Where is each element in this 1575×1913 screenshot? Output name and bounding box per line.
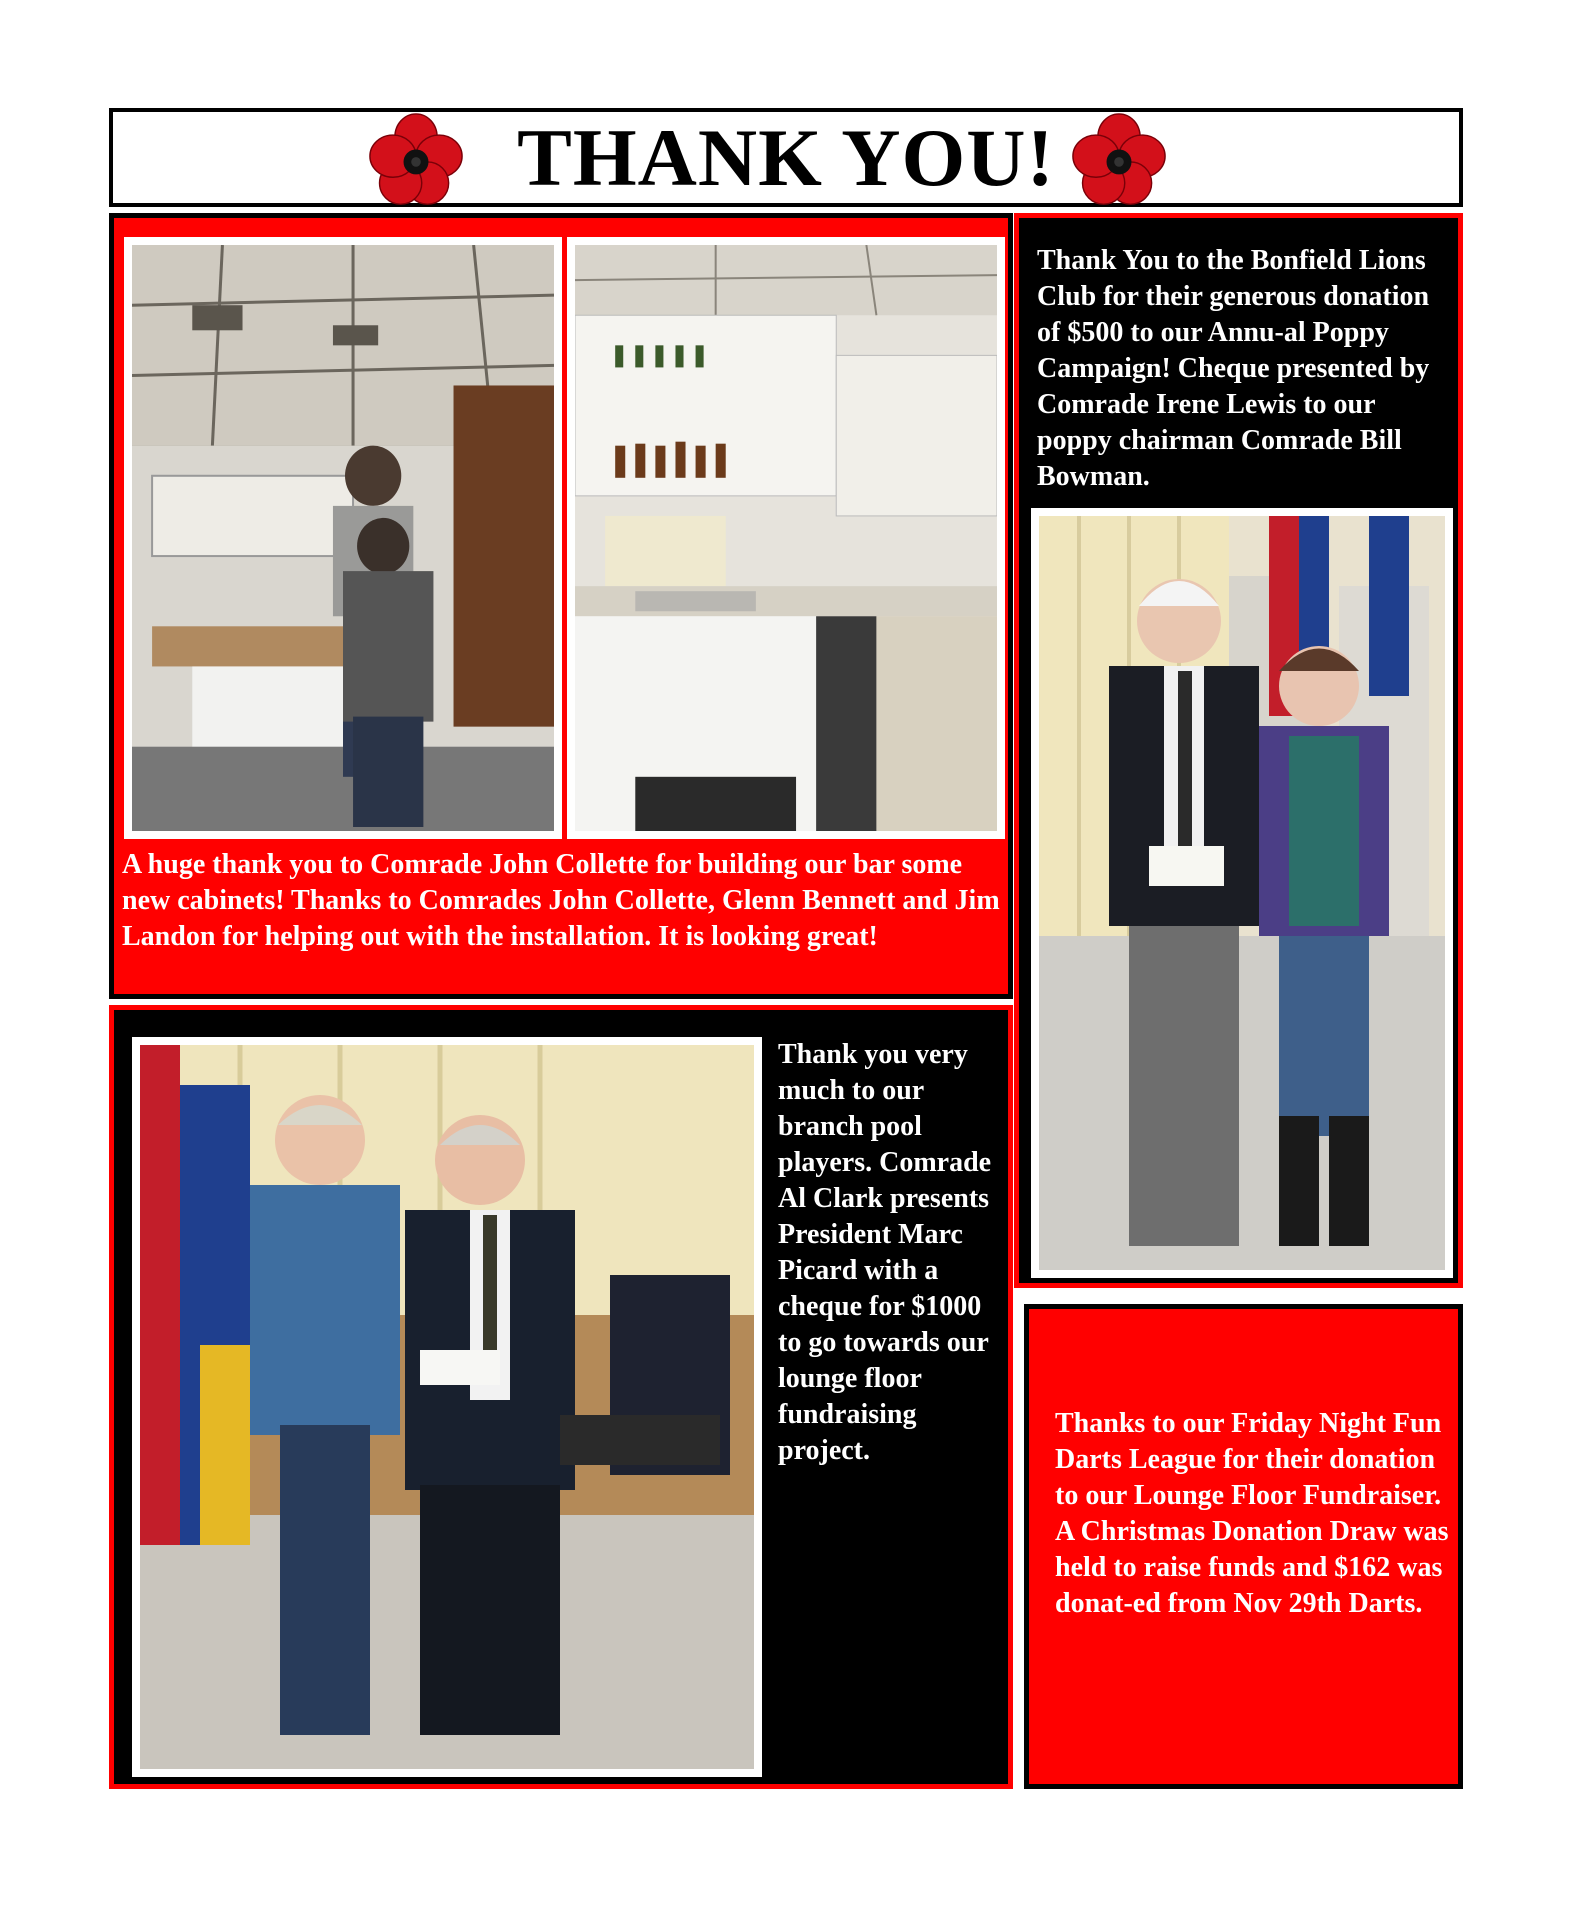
bar-section-caption: A huge thank you to Comrade John Collette for building our bar some new cabinets! Thanks to Comrades John Collette, Glenn Bennett and Jim Landon for helping out with the installation. It is looking great!: [122, 849, 1000, 952]
header-banner: [109, 108, 1463, 207]
pool-section-panel: [109, 1005, 1013, 1789]
photo-bar-finished-icon: [575, 245, 997, 831]
bar-section-panel: [109, 213, 1013, 999]
photo-pool-cheque-icon: [140, 1045, 754, 1769]
darts-section-panel: [1024, 1304, 1463, 1789]
page-title: THANK YOU!: [517, 111, 1055, 203]
poppy-icon: [1071, 112, 1167, 208]
photo-bar-installation-icon: [132, 245, 554, 831]
bar-finished-photo: [567, 237, 1005, 839]
cheque-presentation-photo: [1031, 508, 1453, 1278]
bar-installation-photo: [124, 237, 562, 839]
lions-section-panel: [1014, 213, 1463, 1288]
pool-cheque-photo: [132, 1037, 762, 1777]
darts-section-caption: Thanks to our Friday Night Fun Darts League for their donation to our Lounge Floor Fundraiser. A Christmas Donation Draw was held to raise funds and $162 was donat-ed from Nov 29th Darts.: [1055, 1408, 1449, 1619]
lions-section-caption: Thank You to the Bonfield Lions Club for their generous donation of $500 to our Annu-al Poppy Campaign! Cheque presented by Comrade Irene Lewis to our poppy chairman Comrade Bill Bowman.: [1037, 245, 1430, 492]
photo-cheque-presentation-icon: [1039, 516, 1445, 1270]
pool-section-caption: Thank you very much to our branch pool players. Comrade Al Clark presents President Marc Picard with a cheque for $1000 to go towards our lounge floor fundraising project.: [778, 1039, 992, 1466]
